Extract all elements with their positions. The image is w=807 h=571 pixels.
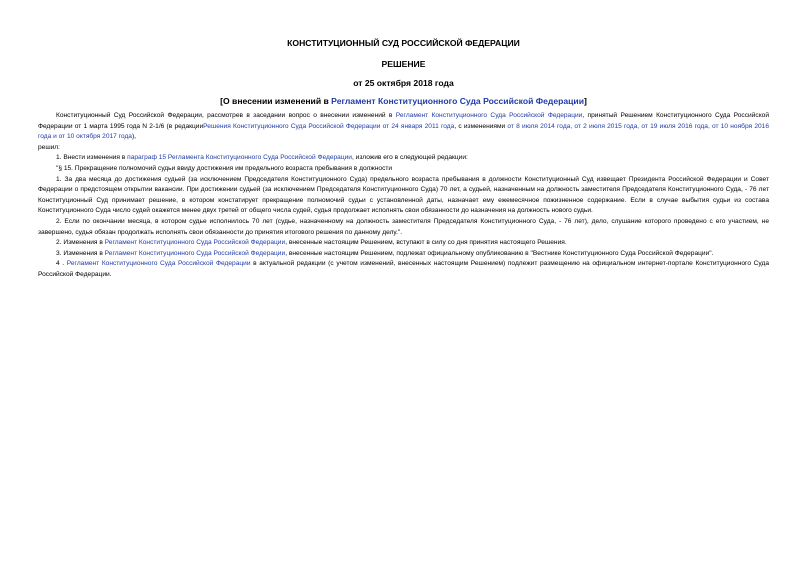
preamble-paragraph (38, 111, 769, 143)
preamble-text-4: ), (131, 133, 137, 141)
section-15-title: "§ 15. Прекращение полномочий судьи ввиду достижения им предельного возраста пребывания в должности (56, 164, 393, 172)
title-open: [О внесении изменений в (220, 96, 332, 106)
item-1-text-2: , изложив его в следующей редакции: (352, 154, 468, 162)
amendments-link[interactable]: от 8 июля 2014 года, от 2 июля 2015 года, от 19 июля 2016 года, от 10 ноября 2016 года и от 10 октября 2017 года (38, 122, 769, 141)
item-3-text-1: 3. Изменения в (56, 249, 105, 257)
document-type: РЕШЕНИЕ (381, 59, 426, 69)
reglament-link[interactable]: Регламент Конституционного Суда Российской Федерации (395, 112, 583, 119)
item-2-text-1: 2. Изменения в (56, 239, 105, 247)
paragraph-15-link[interactable]: параграф 15 Регламента Конституционного Суда Российской Федерации (127, 154, 352, 162)
document-title (0, 96, 807, 107)
item-1 (38, 153, 769, 164)
item-3-text-2: , внесенные настоящим Решением, подлежат официальному опубликованию в "Вестнике Конституционного Суда Российской Федерации". (285, 249, 714, 257)
item-1-text-1: 1. Внести изменения в (56, 154, 128, 162)
preamble-text-3: , с изменениями (454, 122, 508, 130)
item-4-text-1: 4 . (56, 260, 67, 268)
section-15-point-1: 1. За два месяца до достижения судьей (за исключением Председателя Конституционного Суда) предельного возраста пребывания в должности Конституционный Суд извещает Президента Российской Федерации и Совет Федерации о предстоящем открытии вакансии. При достижении судьей (за исключением Председателя Конституционного Суда) 70 лет, а судьей, назначенным на должность заместителя Председателя Конституционного Суда, - 76 лет Конституционный Суд принимает решение, в котором констатирует прекращение полномочий судьи с установленной даты, назначает ему ежемесячное пожизненное содержание. Если в случае выбытия судьи из состава Конституционного Суда число судей окажется менее двух третей от общего числа судей, судья продолжает исполнять свои обязанности до назначения на должность нового судьи. (38, 175, 769, 215)
preamble-text-1: Конституционный Суд Российской Федерации, рассмотрев в заседании вопрос о внесении изменений в (56, 112, 396, 119)
document-body (38, 111, 769, 281)
decided-label: решил: (38, 143, 60, 151)
item-3-link[interactable]: Регламент Конституционного Суда Российской Федерации (104, 249, 286, 257)
court-name: КОНСТИТУЦИОННЫЙ СУД РОССИЙСКОЙ ФЕДЕРАЦИИ (287, 38, 520, 48)
item-3 (38, 249, 769, 260)
title-link[interactable]: Регламент Конституционного Суда Российской Федерации (331, 96, 584, 106)
section-15-point-2: 2. Если по окончании месяца, в котором судье исполнилось 70 лет (судье, назначенному на должность заместителя Председателя Конституционного Суда, - 76 лет), дело, слушание которого проведено с его участием, не завершено, судья обязан продолжать исполнять свои обязанности до принятия итогового решения по данному делу.". (38, 217, 769, 236)
document-date: от 25 октября 2018 года (353, 78, 454, 88)
decision-2011-link[interactable]: Решения Конституционного Суда Российской Федерации от 24 января 2011 года (203, 122, 455, 130)
item-4 (38, 259, 769, 280)
item-2 (38, 238, 769, 249)
title-close: ] (584, 96, 587, 106)
item-4-text-2: в актуальной редакции (с учетом изменений, внесенных настоящим Решением) подлежит размещению на официальном интернет-портале Конституционного Суда Российской Федерации. (38, 260, 769, 278)
item-4-link[interactable]: Регламент Конституционного Суда Российской Федерации (66, 260, 251, 268)
item-2-link[interactable]: Регламент Конституционного Суда Российской Федерации (104, 239, 286, 247)
preamble-text-2: , принятый Решением Конституционного Суда Российской Федерации от 1 марта 1995 года N 2-1/6 (в редакции (38, 112, 769, 130)
item-2-text-2: , внесенные настоящим Решением, вступают в силу со дня принятия настоящего Решения. (285, 239, 567, 247)
